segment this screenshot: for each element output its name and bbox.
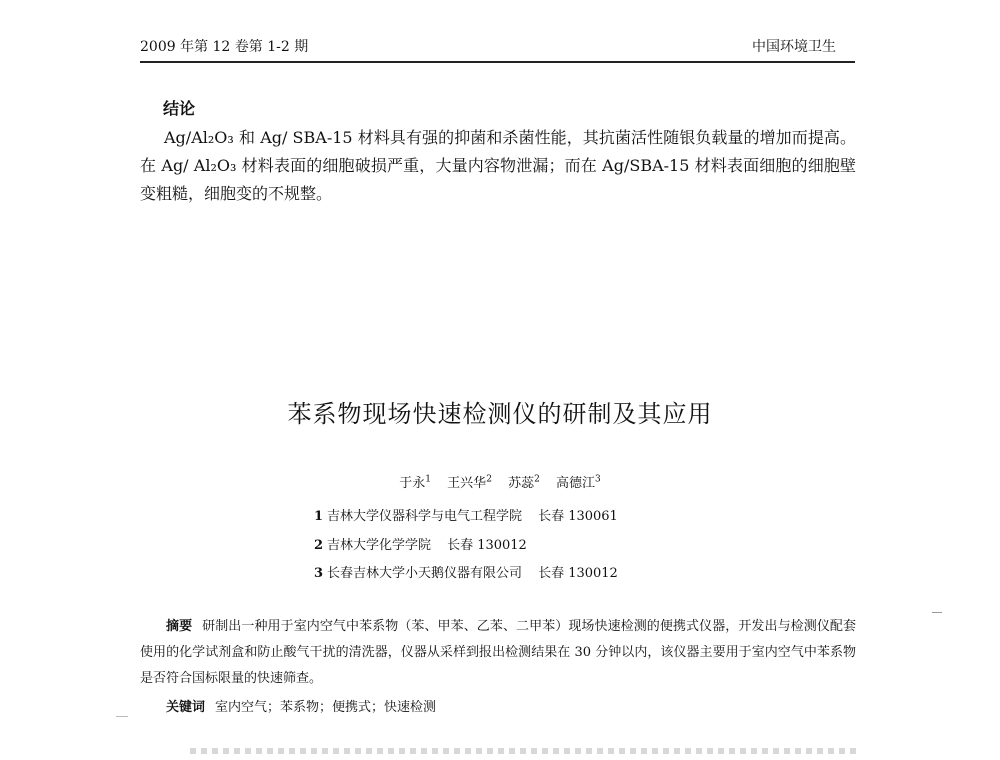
- affiliation: [314, 562, 618, 581]
- author-affiliation-mark: 2: [534, 474, 540, 485]
- affiliation-number: 1: [314, 509, 324, 524]
- affiliation-number: 2: [314, 538, 324, 553]
- scan-mark: [932, 612, 942, 613]
- author-affiliation-mark: 3: [594, 474, 601, 485]
- keywords-text: 室内空气；苯系物；便携式；快速检测: [215, 700, 437, 715]
- keywords-label: 关键词: [166, 700, 206, 715]
- abstract: [140, 614, 856, 692]
- abstract-label: 摘要: [166, 619, 193, 634]
- header-rule: [140, 61, 855, 63]
- affiliation: [314, 505, 618, 524]
- author-name: 于永: [399, 476, 426, 491]
- keywords: [166, 696, 436, 715]
- author-name: 苏蕊: [508, 476, 535, 491]
- abstract-text: 研制出一种用于室内空气中苯系物（苯、甲苯、乙苯、二甲苯）现场快速检测的便携式仪器，开发出与检测仪配套使用的化学试剂盒和防止酸气干扰的清洗器，仪器从采样到报出检测结果在 30 分钟以内，该仪器主要用于室内空气中苯系物是否符合国标限量的快速筛查。: [140, 619, 856, 686]
- affiliation-city: 长春 130061: [538, 509, 618, 524]
- affiliation-number: 3: [314, 566, 324, 581]
- author: [508, 476, 540, 491]
- author-name: 高德江: [555, 476, 595, 491]
- affiliation-org: 吉林大学仪器科学与电气工程学院: [327, 509, 523, 524]
- author-list: [0, 472, 1000, 491]
- affiliation-city: 长春 130012: [447, 538, 527, 553]
- author-affiliation-mark: 1: [425, 474, 432, 485]
- affiliation: [314, 534, 527, 553]
- conclusion-paragraph: Ag/Al₂O₃ 和 Ag/ SBA-15 材料具有强的抑菌和杀菌性能，其抗菌活性随银负载量的增加而提高。在 Ag/ Al₂O₃ 材料表面的细胞破损严重，大量内容物泄漏；而在 Ag/SBA-15 材料表面细胞的细胞壁变粗糙，细胞变的不规整。: [140, 128, 856, 203]
- journal-name: 中国环境卫生: [752, 39, 836, 55]
- author: [399, 476, 431, 491]
- author: [556, 476, 601, 491]
- author-name: 王兴华: [447, 476, 487, 491]
- scan-mark: [116, 716, 128, 717]
- cut-off-text-line: [190, 748, 860, 754]
- author: [447, 476, 492, 491]
- affiliation-org: 吉林大学化学学院: [327, 538, 432, 553]
- affiliation-city: 长春 130012: [538, 566, 618, 581]
- conclusion-heading: 结论: [163, 99, 196, 118]
- journal-issue: 2009 年第 12 卷第 1-2 期: [140, 39, 309, 55]
- author-affiliation-mark: 2: [486, 474, 492, 485]
- affiliation-org: 长春吉林大学小天鹅仪器有限公司: [327, 566, 523, 581]
- article-title: 苯系物现场快速检测仪的研制及其应用: [287, 400, 713, 428]
